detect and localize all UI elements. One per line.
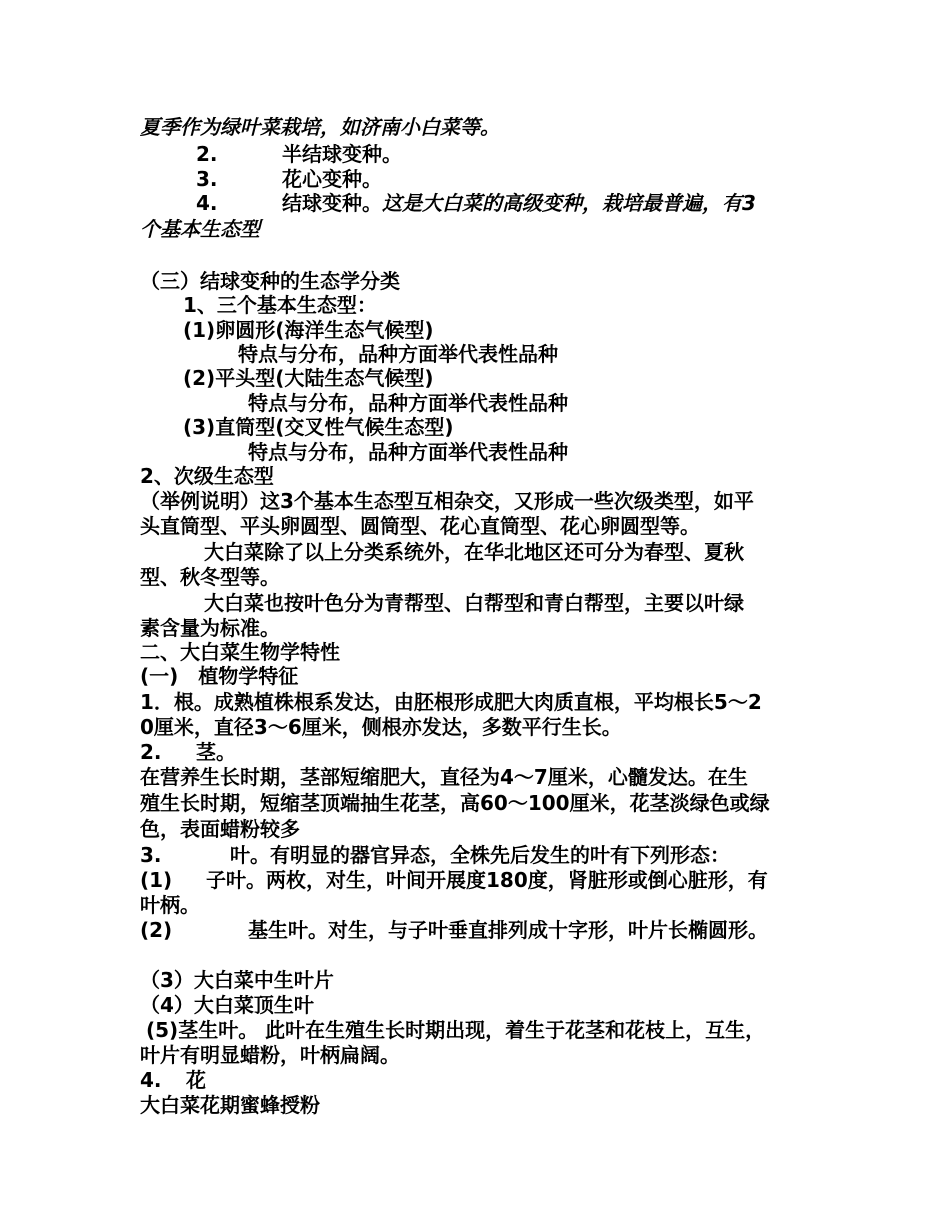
section-heading: （三）结球变种的生态学分类 xyxy=(140,269,400,293)
paragraph-line: 色，表面蜡粉较多 xyxy=(140,817,300,841)
list-item-continuation: 叶片有明显蜡粉，叶柄扁阔。 xyxy=(140,1043,400,1067)
list-item: （4）大白菜顶生叶 xyxy=(140,993,314,1017)
list-item-3 xyxy=(196,166,382,192)
subheading: 2、次级生态型 xyxy=(140,464,274,488)
paragraph-line: 大白菜除了以上分类系统外，在华北地区还可分为春型、夏秋 xyxy=(204,540,744,564)
list-item: (5)茎生叶。 此叶在生殖生长时期出现，着生于花茎和花枝上，互生， xyxy=(146,1018,766,1042)
list-number: (2) xyxy=(140,918,173,942)
list-text-italic: 这是大白菜的高级变种，栽培最普遍，有3 xyxy=(382,191,756,215)
paragraph-line: 大白菜也按叶色分为青帮型、白帮型和青白帮型，主要以叶绿 xyxy=(204,591,744,615)
list-item-continuation: 叶柄。 xyxy=(140,893,200,917)
list-text: 基生叶。对生，与子叶垂直排列成十字形，叶片长椭圆形。 xyxy=(248,918,768,942)
list-text: 花心变种。 xyxy=(282,167,382,191)
list-item-cotyledon xyxy=(140,867,768,893)
paragraph-line: 1．根。成熟植株根系发达，由胚根形成肥大肉质直根，平均根长5～2 xyxy=(140,690,762,714)
list-item-flower xyxy=(140,1067,206,1093)
list-text: 花 xyxy=(186,1068,206,1092)
section-heading: 二、大白菜生物学特性 xyxy=(140,640,340,664)
paragraph-line: 素含量为标准。 xyxy=(140,616,280,640)
paragraph-line: 头直筒型、平头卵圆型、圆筒型、花心直筒型、花心卵圆型等。 xyxy=(140,514,700,538)
paragraph-line: （举例说明）这3个基本生态型互相杂交，又形成一些次级类型，如平 xyxy=(140,489,754,513)
paragraph-line: 型、秋冬型等。 xyxy=(140,565,280,589)
list-number: 4. xyxy=(196,191,218,215)
list-item-leaf xyxy=(140,842,730,868)
subheading: (一) 植物学特征 xyxy=(140,664,299,688)
list-number: (1) xyxy=(140,868,173,892)
intro-line: 夏季作为绿叶菜栽培，如济南小白菜等。 xyxy=(140,115,500,139)
list-number: 4. xyxy=(140,1068,162,1092)
list-number: 2. xyxy=(196,142,218,166)
list-text: 茎。 xyxy=(196,740,236,764)
paragraph-line: 0厘米，直径3～6厘米，侧根亦发达，多数平行生长。 xyxy=(140,715,622,739)
list-item-4 xyxy=(196,190,756,216)
ecotype-1: (1)卵圆形(海洋生态气候型) xyxy=(183,318,434,342)
list-number: 3. xyxy=(140,843,162,867)
subheading: 1、三个基本生态型： xyxy=(183,293,377,317)
list-item-4-continuation: 个基本生态型 xyxy=(140,217,260,241)
list-text: 子叶。两枚，对生，叶间开展度180度，肾脏形或倒心脏形，有 xyxy=(206,868,768,892)
list-text: 结球变种。 xyxy=(282,191,382,215)
paragraph-line: 大白菜花期蜜蜂授粉 xyxy=(140,1093,320,1117)
list-item-basal-leaf xyxy=(140,917,768,943)
list-item-stem xyxy=(140,739,236,765)
ecotype-2-desc: 特点与分布，品种方面举代表性品种 xyxy=(248,391,568,415)
paragraph-line: 殖生长时期，短缩茎顶端抽生花茎，高60～100厘米，花茎淡绿色或绿 xyxy=(140,791,770,815)
list-text: 叶。有明显的器官异态，全株先后发生的叶有下列形态： xyxy=(230,843,730,867)
list-text: 半结球变种。 xyxy=(282,142,402,166)
ecotype-3: (3)直筒型(交叉性气候生态型) xyxy=(183,415,454,439)
list-item-2 xyxy=(196,141,402,167)
paragraph-line: 在营养生长时期，茎部短缩肥大，直径为4～7厘米，心髓发达。在生 xyxy=(140,765,748,789)
ecotype-2: (2)平头型(大陆生态气候型) xyxy=(183,366,434,390)
list-number: 2. xyxy=(140,740,162,764)
ecotype-1-desc: 特点与分布，品种方面举代表性品种 xyxy=(238,342,558,366)
list-item: （3）大白菜中生叶片 xyxy=(140,968,334,992)
list-number: 3. xyxy=(196,167,218,191)
ecotype-3-desc: 特点与分布，品种方面举代表性品种 xyxy=(248,440,568,464)
